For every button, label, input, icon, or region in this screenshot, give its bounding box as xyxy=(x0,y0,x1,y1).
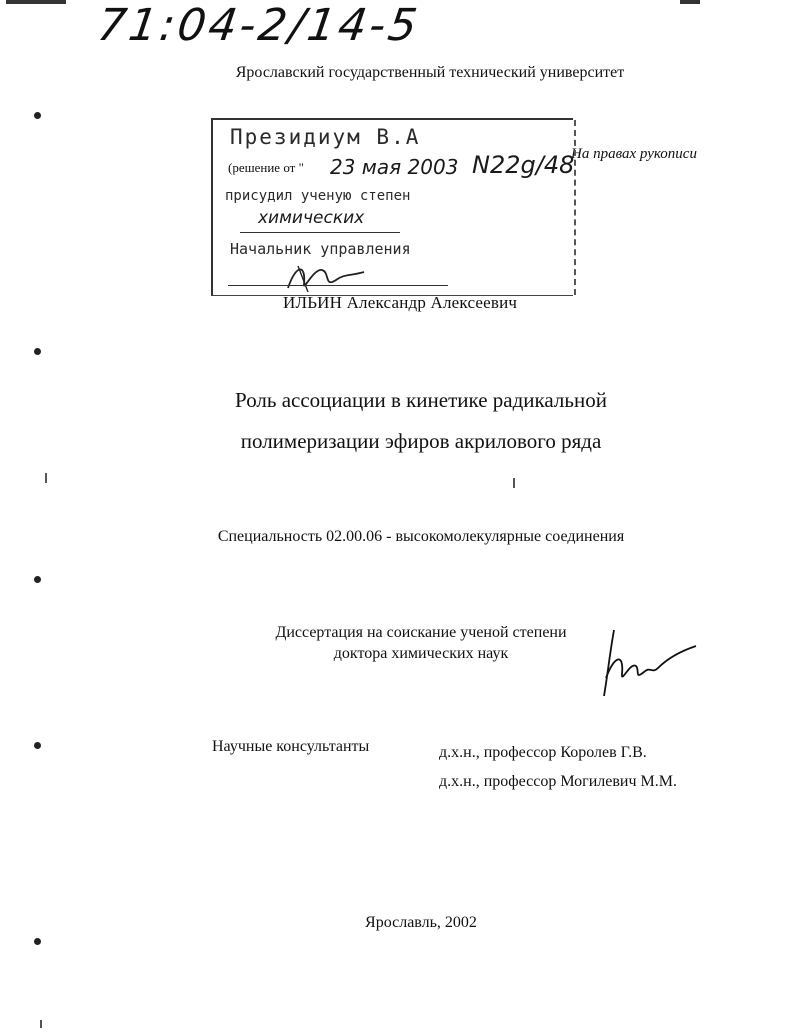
consultant-item: д.х.н., профессор Королев Г.В. xyxy=(439,744,647,761)
stamp-edge xyxy=(568,120,576,295)
stamp-head-of-department: Начальник управления xyxy=(230,240,411,258)
dissertation-line-1: Диссертация на соискание ученой степени xyxy=(275,624,567,641)
scan-speck xyxy=(40,1020,42,1028)
dissertation-line-2: доктора химических наук xyxy=(333,645,509,662)
scan-dot xyxy=(34,938,41,945)
scan-edge xyxy=(680,0,700,4)
consultants-list xyxy=(439,738,677,796)
title-line-2: полимеризации эфиров акрилового ряда xyxy=(240,429,602,453)
stamp-signature-line xyxy=(228,285,448,286)
stamp-field: химических xyxy=(258,208,365,228)
title-line-1: Роль ассоциации в кинетике радикальной xyxy=(235,388,607,412)
scan-dot xyxy=(34,112,41,119)
specialty: Специальность 02.00.06 - высокомолекулярные соединения xyxy=(217,528,625,545)
stamp-degree: присудил ученую степен xyxy=(225,188,411,204)
city-year: Ярославль, 2002 xyxy=(365,914,477,931)
stamp-field-underline xyxy=(240,232,400,233)
scan-speck xyxy=(45,473,47,483)
scan-dot xyxy=(34,742,41,749)
scan-speck xyxy=(513,478,515,488)
scan-dot xyxy=(34,576,41,583)
stamp-decision-number: N22g/48 xyxy=(472,151,575,179)
consultants-label: Научные консультанты xyxy=(212,738,370,755)
stamp-decision-date: 23 мая 2003 xyxy=(330,155,459,179)
scan-edge xyxy=(6,0,66,4)
scan-dot xyxy=(34,348,41,355)
stamp-signature-icon xyxy=(284,258,374,298)
author-signature-icon xyxy=(600,622,700,702)
university-name: Ярославский государственный технический университет xyxy=(235,64,625,81)
author-name: ИЛЬИН Александр Алексеевич xyxy=(283,293,518,312)
dissertation-title xyxy=(0,380,799,462)
consultant-item: д.х.н., профессор Могилевич М.М. xyxy=(439,773,677,790)
archive-number: 71:04-2/14-5 xyxy=(94,0,423,51)
stamp-title: Президиум В.А xyxy=(230,125,421,149)
stamp-decision-label: (решение от " xyxy=(228,160,304,175)
rights-note: На правах рукописи xyxy=(571,146,697,162)
